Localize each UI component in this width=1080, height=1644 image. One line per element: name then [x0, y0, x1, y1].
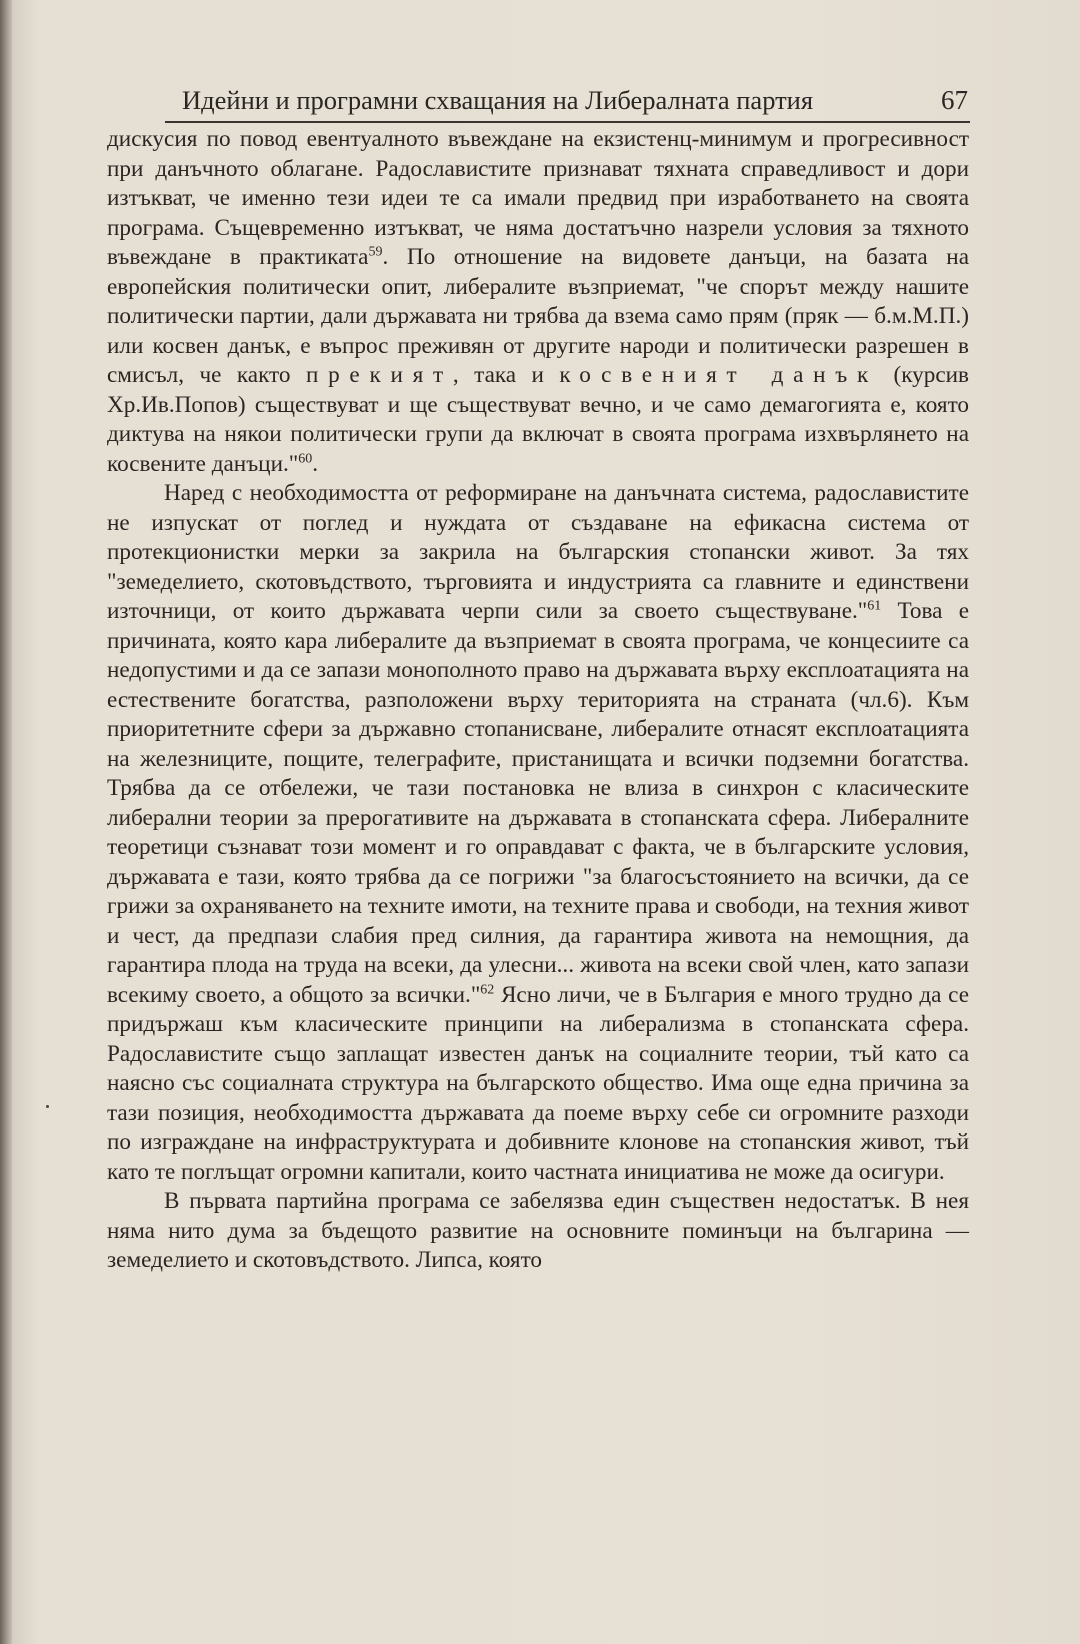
paragraph-text: . [312, 450, 319, 477]
spaced-emphasis: прекият [305, 362, 453, 388]
page-number: 67 [941, 85, 968, 115]
footnote-ref-60: 60 [298, 450, 313, 466]
paragraph-2 [107, 479, 969, 1187]
spaced-emphasis: косвеният данък [559, 362, 879, 388]
header-rule [165, 121, 970, 123]
paragraph-text: Това е причината, която кара либералите да възприемат в своята програма, че концесиите са недопустими и да се запази монополното право на държавата върху експлоатацията на естествените богатства, разположени върху територията на страната (чл.6). Към приоритетните сфери за държавно стопанисване, либералите отнасят експлоатацията на железниците, пощите, телеграфите, пристанищата и всички подземни богатства. Трябва да се отбележи, че тази постановка не влиза в синхрон с класическите либерални теории за прерогативите на държавата в стопанската сфера. Либералните теоретици съзнават този момент и го оправдават с факта, че в българските условия, държавата е тази, която трябва да се погрижи "за благосъстоянието на всички, да се грижи за охраняването на техните имоти, на техните права и свободи, на техния живот и чест, да предпази слабия пред силния, да гарантира живота на немощния, да гарантира плода на труда на всеки, да улесни... живота на всеки свой член, като запази всекиму своето, а общото за всички." [107, 598, 969, 1008]
paragraph-text: (курсив Хр.Ив.Попов) съществуват и ще съществуват вечно, и че само демагогията е, която диктува на някои политически групи да включат в своята програма изхвърлянето на косвените данъци." [107, 362, 969, 477]
page-body [107, 125, 969, 1276]
paragraph-text: , така и [452, 362, 560, 388]
paragraph-text: Ясно личи, че в България е много трудно да се придържаш към класическите принципи на либерализма в стопанската сфера. Радославистите също заплащат известен данък на социалните теории, тъй като са наясно със социалната структура на българското общество. Има още една причина за тази позиция, необходимостта държавата да поеме върху себе си огромните разходи по изграждане на инфраструктурата и добивните клонове на стопанския живот, тъй като те поглъщат огромни капитали, които частната инициатива не може да осигури. [107, 981, 969, 1185]
running-title: Идейни и програмни схващания на Либералната партия [182, 85, 814, 115]
footnote-ref-61: 61 [867, 598, 882, 614]
paragraph-3 [107, 1187, 969, 1276]
footnote-ref-59: 59 [368, 244, 383, 260]
paragraph-text: . По отношение на видовете данъци, на базата на европейския политически опит, либералите възприемат, "че спорът между нашите политически партии, дали държавата ни трябва да взема само прям (пряк — б.м.М.П.) или косвен данък, е въпрос преживян от другите народи и политически разрешен в смисъл, че както [107, 244, 969, 388]
paragraph-text: Наред с необходимостта от реформиране на данъчната система, радославистите не изпускат от поглед и нуждата от създаване на ефикасна система от протекционистки мерки за закрила на българския стопански живот. За тях "земеделието, скотовъдството, търговията и индустрията са главните и единствени източници, от които държавата черпи сили за своето съществуване." [107, 480, 969, 624]
paragraph-text: В първата партийна програма се забелязва един съществен недостатък. В нея няма нито дума за бъдещото развитие на основните поминъци на българина — земеделието и скотовъдството. Липса, която [107, 1188, 969, 1273]
paragraph-1 [107, 125, 969, 479]
paper-speck [46, 1105, 49, 1108]
footnote-ref-62: 62 [480, 981, 495, 997]
paragraph-text: дискусия по повод евентуалното въвеждане на екзистенц-минимум и прогресивност при данъчното облагане. Радославистите признават тяхната справедливост и дори изтъкват, че именно тези идеи те са имали предвид при изработването на своята програма. Същевременно изтъкват, че няма достатъчно назрели условия за тяхното въвеждане в практиката [107, 126, 969, 270]
running-head [168, 82, 968, 122]
book-binding-edge [0, 0, 12, 1644]
